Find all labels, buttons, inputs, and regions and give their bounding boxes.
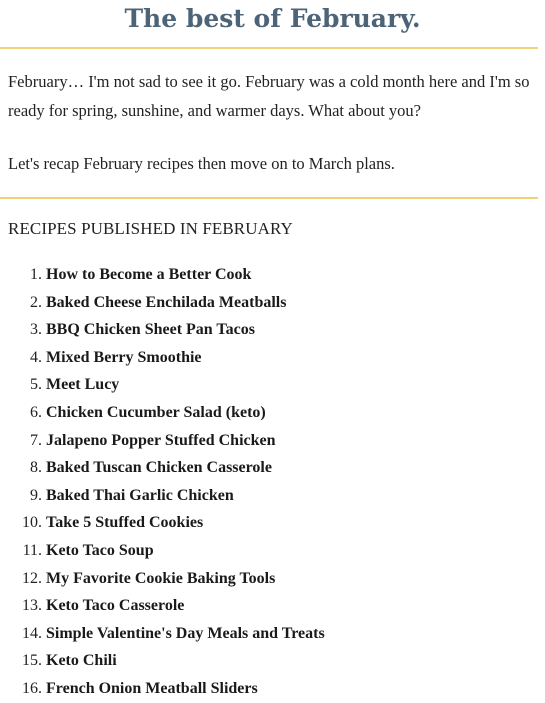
list-item [0, 427, 325, 455]
recipe-link[interactable]: Keto Taco Casserole [46, 597, 185, 615]
recipe-link[interactable]: Baked Tuscan Chicken Casserole [46, 459, 272, 477]
recipe-link[interactable]: Simple Valentine's Day Meals and Treats [46, 624, 325, 642]
list-item-number: 14. [22, 624, 42, 642]
list-item-number: 16. [22, 679, 42, 697]
recipe-link[interactable]: French Onion Meatball Sliders [46, 679, 258, 697]
list-item [0, 509, 325, 537]
recipe-link[interactable]: Jalapeno Popper Stuffed Chicken [46, 431, 276, 449]
list-item [0, 371, 325, 399]
list-item [0, 592, 325, 620]
list-item-number: 2. [30, 293, 42, 311]
recipe-link[interactable]: Keto Taco Soup [46, 541, 154, 559]
list-item-number: 11. [22, 541, 42, 559]
divider-top [0, 47, 538, 49]
recipe-link[interactable]: Baked Thai Garlic Chicken [46, 486, 234, 504]
intro-paragraph: February… I'm not sad to see it go. February was a cold month here and I'm so ready for spring, sunshine, and warmer days. What about you? [8, 72, 530, 120]
section-heading: RECIPES PUBLISHED IN FEBRUARY [8, 219, 293, 238]
recipe-link[interactable]: Chicken Cucumber Salad (keto) [46, 403, 266, 421]
list-item [0, 565, 325, 593]
list-item-number: 9. [30, 486, 42, 504]
divider-bottom [0, 197, 538, 199]
list-item [0, 647, 325, 675]
list-item [0, 620, 325, 648]
recipe-link[interactable]: Baked Cheese Enchilada Meatballs [46, 293, 287, 311]
list-item-number: 8. [30, 459, 42, 477]
recipe-link[interactable]: Mixed Berry Smoothie [46, 348, 202, 366]
list-item [0, 482, 325, 510]
list-item-number: 15. [22, 652, 42, 670]
recipe-link[interactable]: My Favorite Cookie Baking Tools [46, 569, 276, 587]
list-item-number: 5. [30, 376, 42, 394]
list-item-number: 3. [30, 321, 42, 339]
recipe-list [0, 261, 325, 703]
list-item-number: 6. [30, 403, 42, 421]
list-item [0, 261, 325, 289]
recipe-link[interactable]: Keto Chili [46, 652, 117, 670]
list-item [0, 344, 325, 372]
list-item [0, 454, 325, 482]
list-item [0, 399, 325, 427]
list-item [0, 537, 325, 565]
list-item-number: 1. [30, 266, 42, 283]
list-item [0, 289, 325, 317]
list-item-number: 4. [30, 348, 42, 366]
list-item-number: 12. [22, 569, 42, 587]
page-title: The best of February. [124, 4, 421, 33]
list-item [0, 316, 325, 344]
recipe-link[interactable]: Take 5 Stuffed Cookies [46, 514, 204, 532]
recipe-link[interactable]: Meet Lucy [46, 376, 120, 394]
list-item-number: 13. [22, 597, 42, 615]
recap-paragraph: Let's recap February recipes then move on to March plans. [8, 154, 395, 173]
recipe-link[interactable]: BBQ Chicken Sheet Pan Tacos [46, 321, 255, 339]
list-item-number: 7. [30, 431, 42, 449]
list-item-number: 10. [22, 514, 42, 532]
list-item [0, 675, 325, 703]
recipe-link[interactable]: How to Become a Better Cook [46, 266, 252, 283]
